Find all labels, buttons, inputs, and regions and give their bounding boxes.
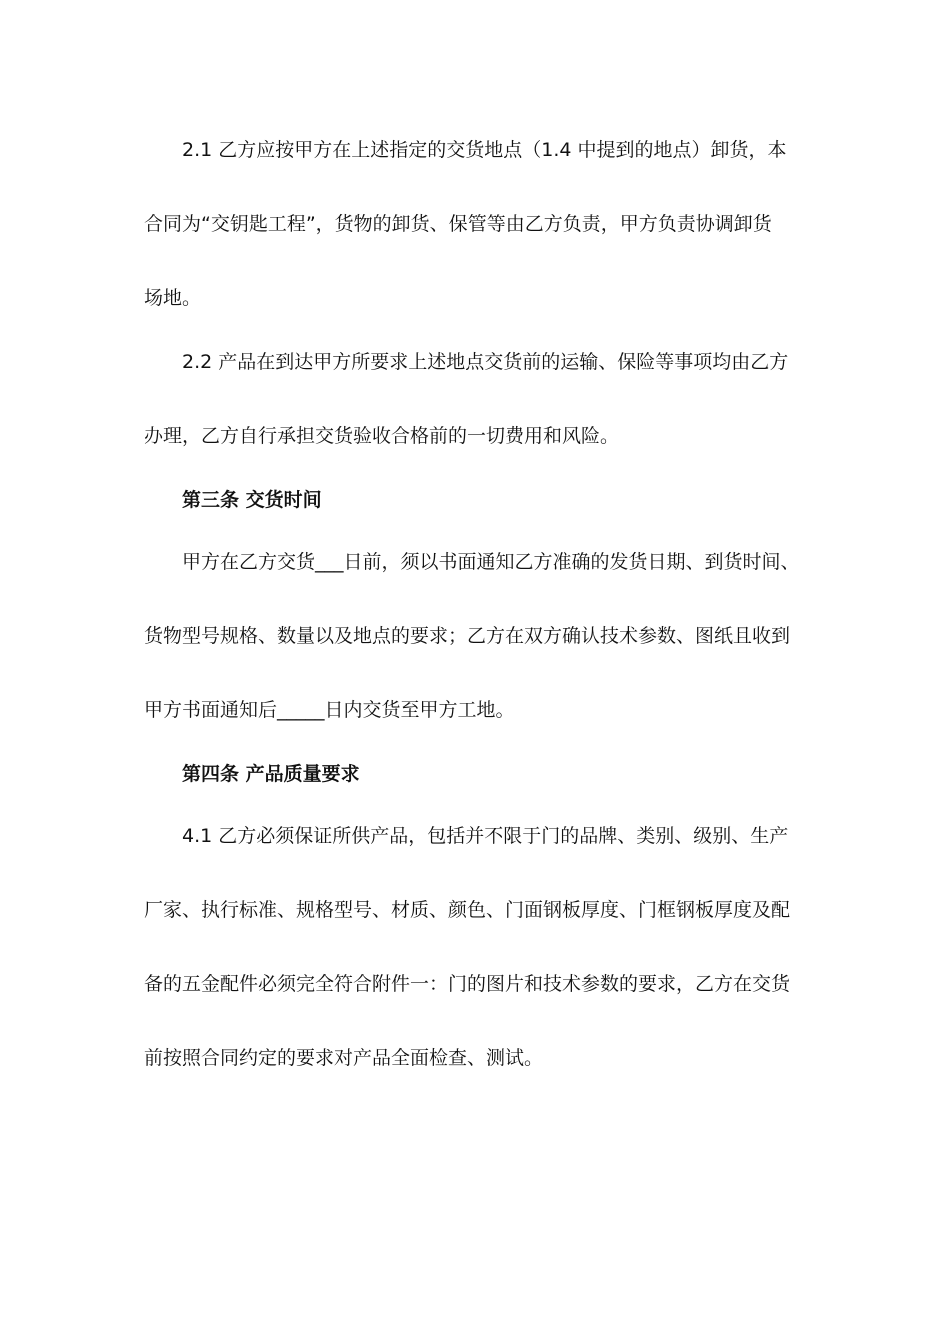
paragraph-delivery-line-2: 货物型号规格、数量以及地点的要求；乙方在双方确认技术参数、图纸且收到 bbox=[144, 625, 791, 647]
paragraph-4-1-line-3: 备的五金配件必须完全符合附件一：门的图片和技术参数的要求，乙方在交货 bbox=[144, 973, 791, 995]
section-heading-delivery-time: 第三条 交货时间 bbox=[182, 489, 322, 511]
paragraph-2-1-line-3: 场地。 bbox=[144, 287, 202, 309]
paragraph-delivery-line-1: 甲方在乙方交货___日前，须以书面通知乙方准确的发货日期、到货时间、 bbox=[182, 551, 800, 573]
section-heading-quality: 第四条 产品质量要求 bbox=[182, 763, 360, 785]
paragraph-2-2-line-2: 办理，乙方自行承担交货验收合格前的一切费用和风险。 bbox=[144, 425, 620, 447]
paragraph-4-1-line-2: 厂家、执行标准、规格型号、材质、颜色、门面钢板厚度、门框钢板厚度及配 bbox=[144, 899, 791, 921]
paragraph-2-1-line-1: 2.1 乙方应按甲方在上述指定的交货地点（1.4 中提到的地点）卸货，本 bbox=[182, 139, 787, 161]
paragraph-2-1-line-2: 合同为“交钥匙工程”，货物的卸货、保管等由乙方负责，甲方负责协调卸货 bbox=[144, 213, 772, 235]
paragraph-4-1-line-1: 4.1 乙方必须保证所供产品，包括并不限于门的品牌、类别、级别、生产 bbox=[182, 825, 789, 847]
paragraph-2-2-line-1: 2.2 产品在到达甲方所要求上述地点交货前的运输、保险等事项均由乙方 bbox=[182, 351, 789, 373]
paragraph-4-1-line-4: 前按照合同约定的要求对产品全面检查、测试。 bbox=[144, 1047, 544, 1069]
paragraph-delivery-line-3: 甲方书面通知后_____日内交货至甲方工地。 bbox=[144, 699, 515, 721]
